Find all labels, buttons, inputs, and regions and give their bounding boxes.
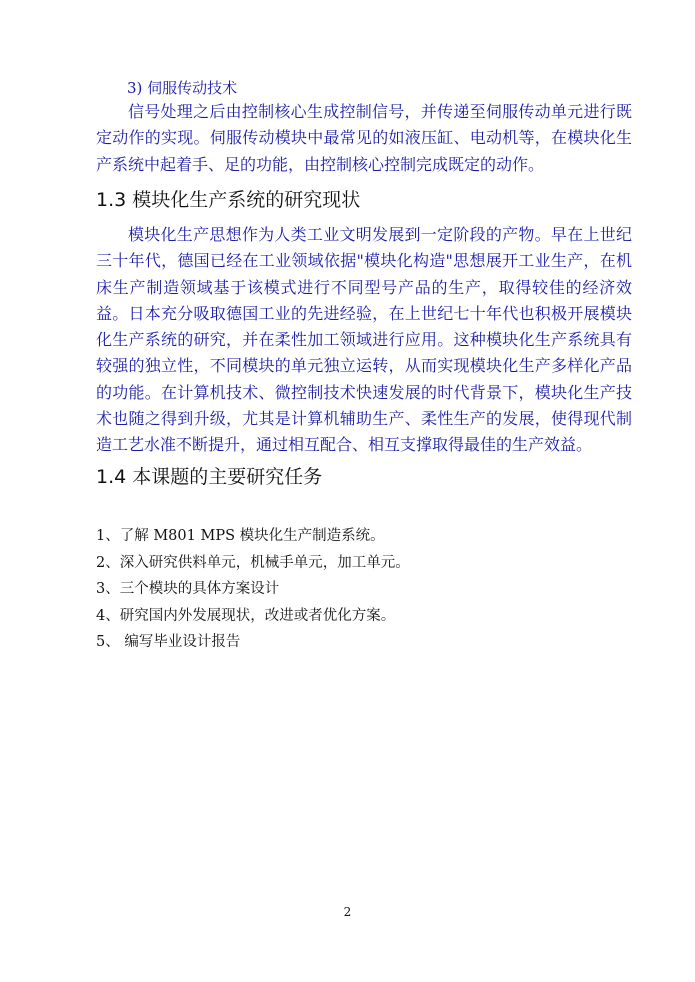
task-item-1: 1、了解 M801 MPS 模块化生产制造系统。 bbox=[96, 528, 385, 544]
task-item-4: 4、研究国内外发展现状，改进或者优化方案。 bbox=[96, 607, 396, 624]
task-item-2: 2、深入研究供料单元，机械手单元，加工单元。 bbox=[96, 554, 410, 571]
servo-drive-paragraph: 信号处理之后由控制核心生成控制信号，并传递至伺服传动单元进行既定动作的实现。伺服传动模块中最常见的如液压缸、电动机等，在模块化生产系统中起着手、足的功能，由控制核心控制完成既定的动作。 bbox=[96, 102, 632, 174]
section-heading-1-3: 1.3 模块化生产系统的研究现状 bbox=[96, 189, 361, 211]
task-item-5: 5、 编写毕业设计报告 bbox=[96, 634, 241, 650]
subsection-title-servo-drive: 3) 伺服传动技术 bbox=[127, 79, 238, 97]
page-number: 2 bbox=[343, 905, 352, 919]
task-item-3: 3、三个模块的具体方案设计 bbox=[96, 581, 280, 597]
task-list bbox=[96, 523, 410, 656]
research-status-paragraph: 模块化生产思想作为人类工业文明发展到一定阶段的产物。早在上世纪三十年代，德国已经在工业领域依据"模块化构造"思想展开工业生产，在机床生产制造领域基于该模式进行不同型号产品的生产，取得较佳的经济效益。日本充分吸取德国工业的先进经验，在上世纪七十年代也积极开展模块化生产系统的研究，并在柔性加工领域进行应用。这种模块化生产系统具有较强的独立性，不同模块的单元独立运转，从而实现模块化生产多样化产品的功能。在计算机技术、微控制技术快速发展的时代背景下，模块化生产技术也随之得到升级，尤其是计算机辅助生产、柔性生产的发展，使得现代制造工艺水准不断提升，通过相互配合、相互支撑取得最佳的生产效益。 bbox=[96, 225, 632, 455]
section-heading-1-4: 1.4 本课题的主要研究任务 bbox=[96, 466, 323, 488]
